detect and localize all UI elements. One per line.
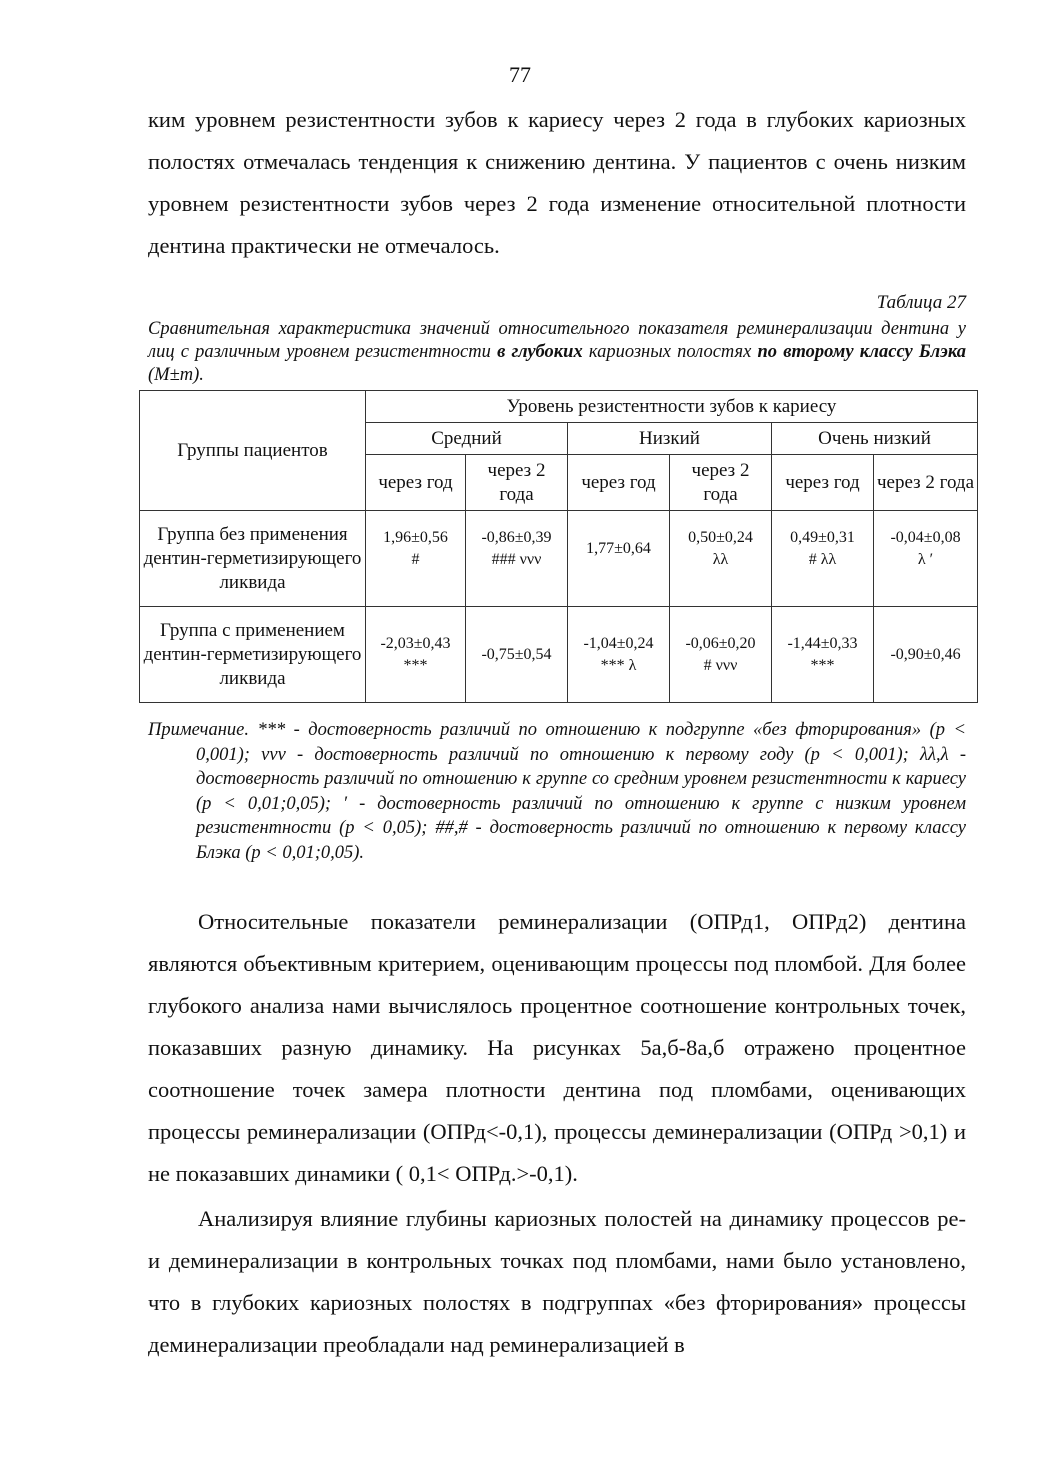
intro-paragraph: ким уровнем резистентности зубов к кариесу через 2 года в глубоких кариозных полостях отмечалась тенденция к снижению дентина. У пациентов с очень низким уровнем резистентности зубов через 2 года изменение относительной плотности дентина практически не отмечалось. bbox=[148, 107, 966, 258]
body-paragraph: Относительные показатели реминерализации (ОПРд1, ОПРд2) дентина являются объективным критерием, оценивающим процессы под пломбой. Для более глубокого анализа нами вычислялось процентное соотношение контрольных точек, показавших разную динамику. На рисунках 5а,б-8а,б отражено процентное соотношение точек замера плотности дентина под пломбами, оценивающих процессы реминерализации (ОПРд<-0,1), процессы деминерализации (ОПРд >0,1) и не показавших динамики ( 0,1< ОПРд.>-0,1). bbox=[148, 909, 966, 1186]
period-header: через 2 года bbox=[670, 455, 772, 511]
value-cell: -1,44±0,33 *** bbox=[772, 607, 874, 703]
caption-text-1: Сравнительная характеристика значений относительного показателя реминерализации дентина у лиц с различным уровнем резистентности bbox=[148, 319, 966, 362]
value-cell: 0,50±0,24 λλ bbox=[670, 511, 772, 607]
value-cell: -0,06±0,20 # ννν bbox=[670, 607, 772, 703]
caption-bold-2: по второму классу Блэка bbox=[757, 342, 967, 362]
group-column-header: Группы пациентов bbox=[140, 391, 366, 511]
value-cell: -0,86±0,39 ### ννν bbox=[466, 511, 568, 607]
value-cell: 0,49±0,31 # λλ bbox=[772, 511, 874, 607]
value-cell: -0,04±0,08 λ ′ bbox=[874, 511, 978, 607]
period-header: через год bbox=[568, 455, 670, 511]
table-row bbox=[140, 511, 978, 607]
table-row bbox=[140, 607, 978, 703]
group-label: Группа без применения дентин-герметизирующего ликвида bbox=[140, 511, 366, 607]
table-label: Таблица 27 bbox=[876, 292, 966, 313]
group-label: Группа с применением дентин-герметизирующего ликвида bbox=[140, 607, 366, 703]
period-header: через 2 года bbox=[466, 455, 568, 511]
caption-text-2: кариозных полостях bbox=[582, 342, 758, 362]
body-paragraph: Анализируя влияние глубины кариозных полостей на динамику процессов ре- и деминерализации в контрольных точках под пломбами, нами было установлено, что в глубоких кариозных полостях в подгруппах «без фторирования» процессы деминерализации преобладали над реминерализацией в bbox=[148, 1206, 966, 1357]
caption-text-3: (M±m). bbox=[148, 365, 204, 385]
value-cell: -0,90±0,46 bbox=[874, 607, 978, 703]
level-header-very-low: Очень низкий bbox=[772, 423, 978, 455]
value-cell: -2,03±0,43 *** bbox=[366, 607, 466, 703]
page-number: 77 bbox=[509, 62, 531, 87]
period-header: через 2 года bbox=[874, 455, 978, 511]
value-cell: 1,96±0,56 # bbox=[366, 511, 466, 607]
value-cell: -0,75±0,54 bbox=[466, 607, 568, 703]
value-cell: 1,77±0,64 bbox=[568, 511, 670, 607]
resistance-level-header: Уровень резистентности зубов к кариесу bbox=[366, 391, 978, 423]
table-caption bbox=[148, 318, 966, 387]
period-header: через год bbox=[366, 455, 466, 511]
caption-bold-1: в глубоких bbox=[497, 342, 583, 362]
level-header-medium: Средний bbox=[366, 423, 568, 455]
value-cell: -1,04±0,24 *** λ bbox=[568, 607, 670, 703]
period-header: через год bbox=[772, 455, 874, 511]
results-table bbox=[139, 390, 978, 703]
level-header-low: Низкий bbox=[568, 423, 772, 455]
table-note: Примечание. *** - достоверность различий по отношению к подгруппе «без фторирования» (p < 0,001); ννν - достоверность различий по отношению к первому году (p < 0,001); λλ,λ - достоверность различий по отношению к группе со средним уровнем резистентности к кариесу (p < 0,01;0,05); ′ - достоверность различий по отношению к группе с низким уровнем резистентности (p < 0,05); ##,# - достоверность различий по отношению к первому классу Блэка (p < 0,01;0,05). bbox=[148, 720, 966, 863]
